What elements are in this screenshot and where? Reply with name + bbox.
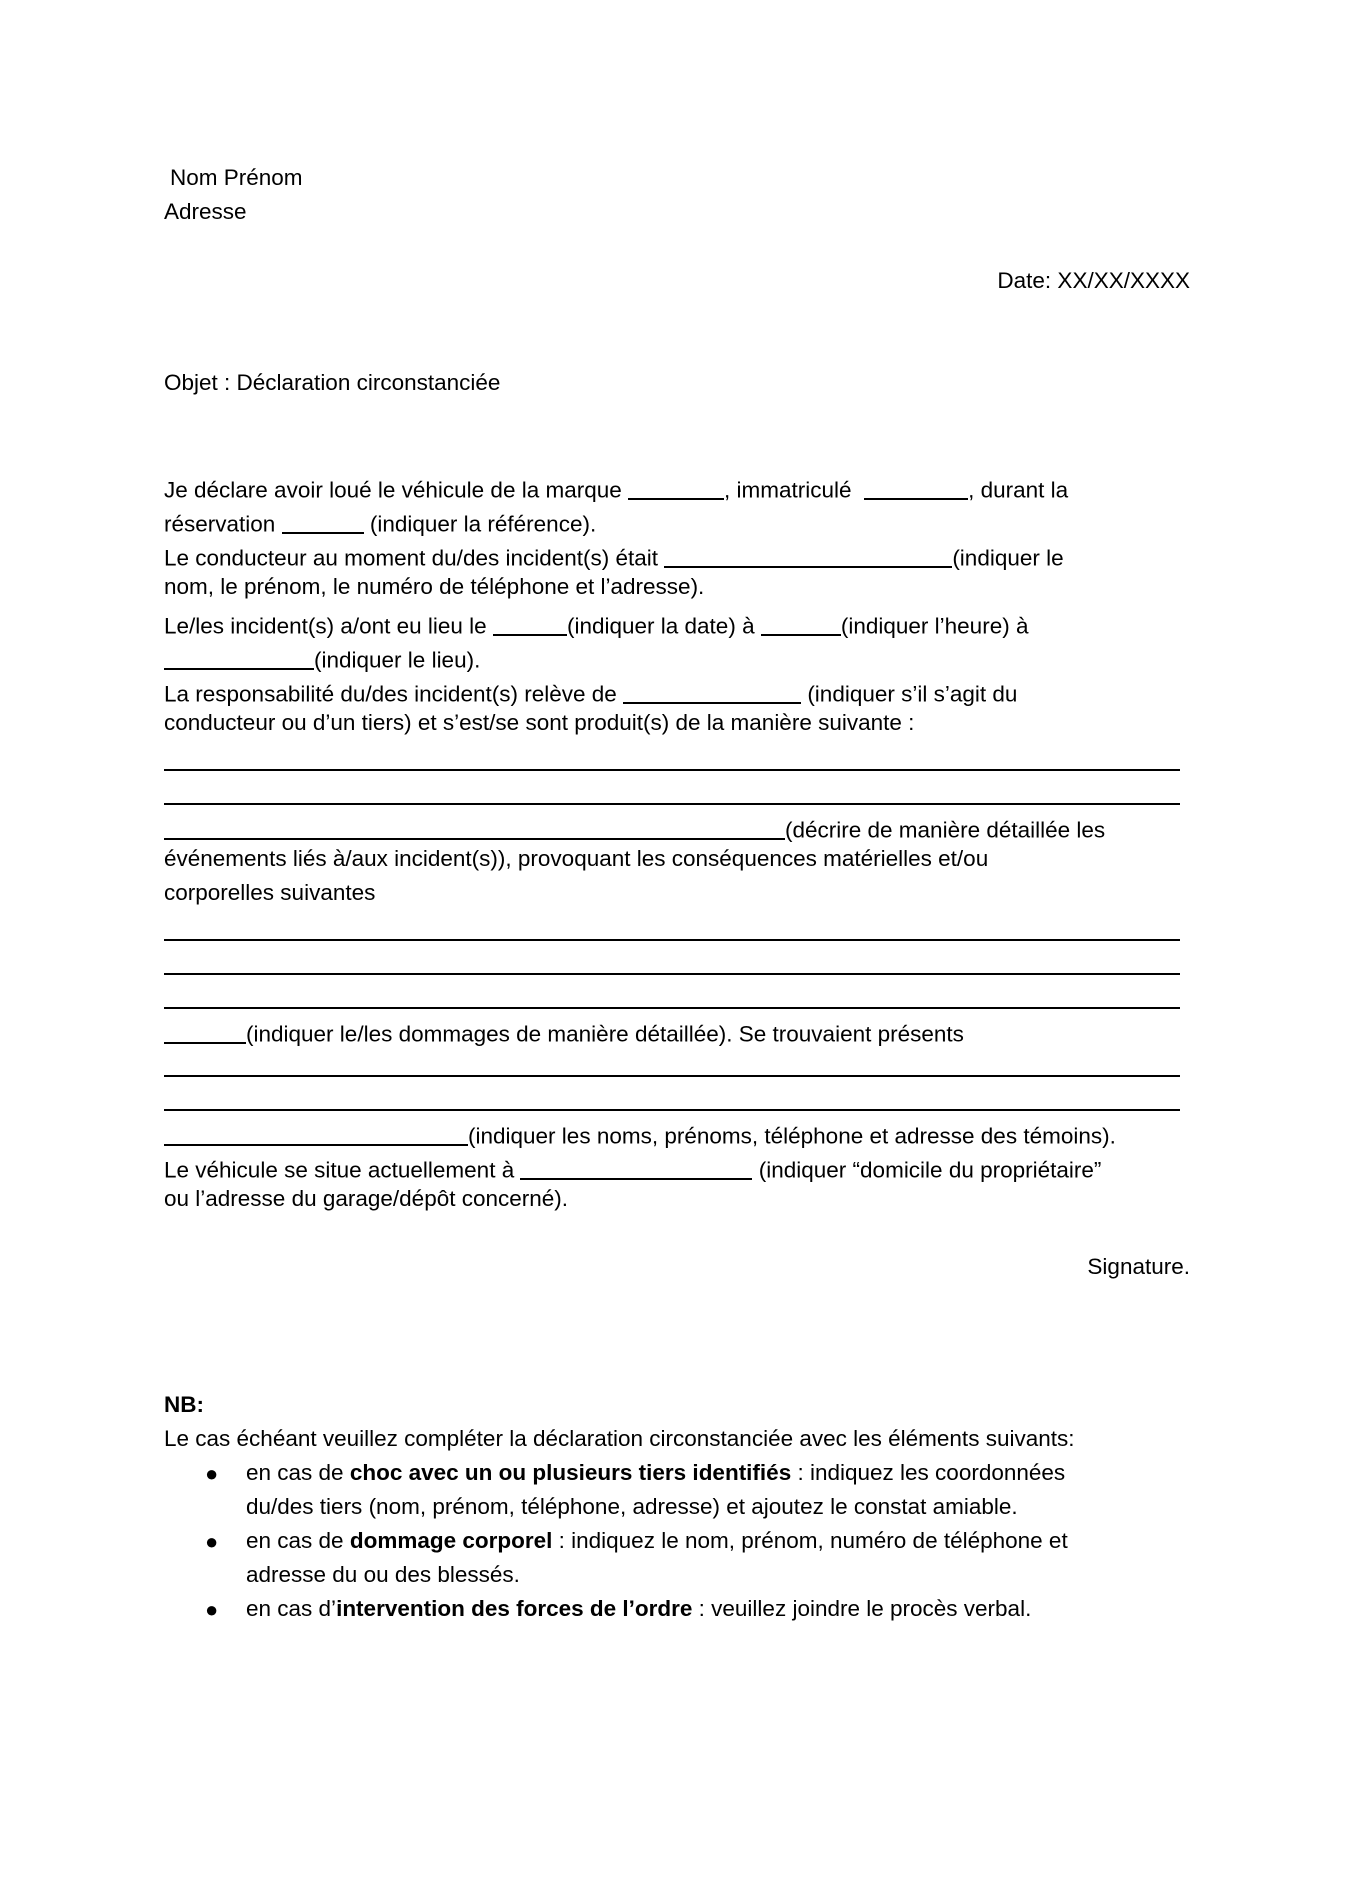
incident-date-blank[interactable] — [493, 610, 567, 636]
nb-heading: NB: — [164, 1392, 204, 1417]
nb-item-2-cont: adresse du ou des blessés. — [246, 1562, 520, 1587]
bullet-icon: ● — [205, 1461, 219, 1486]
date-line: Date: XX/XX/XXXX — [997, 268, 1190, 293]
driver-blank[interactable] — [664, 542, 952, 568]
body-line-14: Le véhicule se situe actuellement à (indiquer “domicile du propriétaire” — [164, 1154, 1101, 1182]
nb-intro: Le cas échéant veuillez compléter la déclaration circonstanciée avec les éléments suivants: — [164, 1426, 1075, 1451]
incident-place-blank[interactable] — [164, 644, 314, 670]
nb-item-1: en cas de choc avec un ou plusieurs tiers identifiés : indiquez les coordonnées — [246, 1460, 1066, 1485]
body-line-7: La responsabilité du/des incident(s) relève de (indiquer s’il s’agit du — [164, 678, 1017, 706]
body-line-6: (indiquer le lieu). — [164, 644, 480, 672]
body-line-15: ou l’adresse du garage/dépôt concerné). — [164, 1186, 569, 1211]
body-line-10: événements liés à/aux incident(s)), provoquant les conséquences matérielles et/ou — [164, 846, 989, 871]
damages-line-2[interactable] — [164, 973, 1180, 975]
signature: Signature. — [1087, 1254, 1190, 1279]
nb-item-3: en cas d’intervention des forces de l’ordre : veuillez joindre le procès verbal. — [246, 1596, 1032, 1621]
body-line-13: (indiquer les noms, prénoms, téléphone et adresse des témoins). — [164, 1120, 1116, 1148]
incident-time-blank[interactable] — [761, 610, 841, 636]
description-line-1[interactable] — [164, 769, 1180, 771]
vehicle-location-blank[interactable] — [520, 1154, 752, 1180]
witnesses-line-2[interactable] — [164, 1109, 1180, 1111]
reservation-blank[interactable] — [282, 508, 364, 534]
body-line-9: (décrire de manière détaillée les — [164, 814, 1105, 842]
nb-item-1-cont: du/des tiers (nom, prénom, téléphone, adresse) et ajoutez le constat amiable. — [246, 1494, 1018, 1519]
body-line-12: (indiquer le/les dommages de manière détaillée). Se trouvaient présents — [164, 1018, 964, 1046]
body-line-5: Le/les incident(s) a/ont eu lieu le (indiquer la date) à (indiquer l’heure) à — [164, 610, 1028, 638]
body-line-3: Le conducteur au moment du/des incident(s) était (indiquer le — [164, 542, 1064, 570]
sender-name: Nom Prénom — [170, 165, 303, 190]
subject-line: Objet : Déclaration circonstanciée — [164, 370, 501, 395]
damages-line-1[interactable] — [164, 939, 1180, 941]
body-line-4: nom, le prénom, le numéro de téléphone et l’adresse). — [164, 574, 705, 599]
witnesses-blank-3[interactable] — [164, 1120, 468, 1146]
nb-item-2: en cas de dommage corporel : indiquez le nom, prénom, numéro de téléphone et — [246, 1528, 1068, 1553]
description-line-2[interactable] — [164, 803, 1180, 805]
sender-address: Adresse — [164, 199, 247, 224]
brand-blank[interactable] — [628, 474, 724, 500]
damages-blank-4[interactable] — [164, 1018, 246, 1044]
damages-line-3[interactable] — [164, 1007, 1180, 1009]
body-line-2: réservation (indiquer la référence). — [164, 508, 596, 536]
body-line-8: conducteur ou d’un tiers) et s’est/se sont produit(s) de la manière suivante : — [164, 710, 915, 735]
witnesses-line-1[interactable] — [164, 1075, 1180, 1077]
description-blank-3[interactable] — [164, 814, 785, 840]
bullet-icon: ● — [205, 1597, 219, 1622]
responsibility-blank[interactable] — [623, 678, 801, 704]
body-line-1: Je déclare avoir loué le véhicule de la marque , immatriculé , durant la — [164, 474, 1068, 502]
bullet-icon: ● — [205, 1529, 219, 1554]
registration-blank[interactable] — [864, 474, 968, 500]
body-line-11: corporelles suivantes — [164, 880, 376, 905]
